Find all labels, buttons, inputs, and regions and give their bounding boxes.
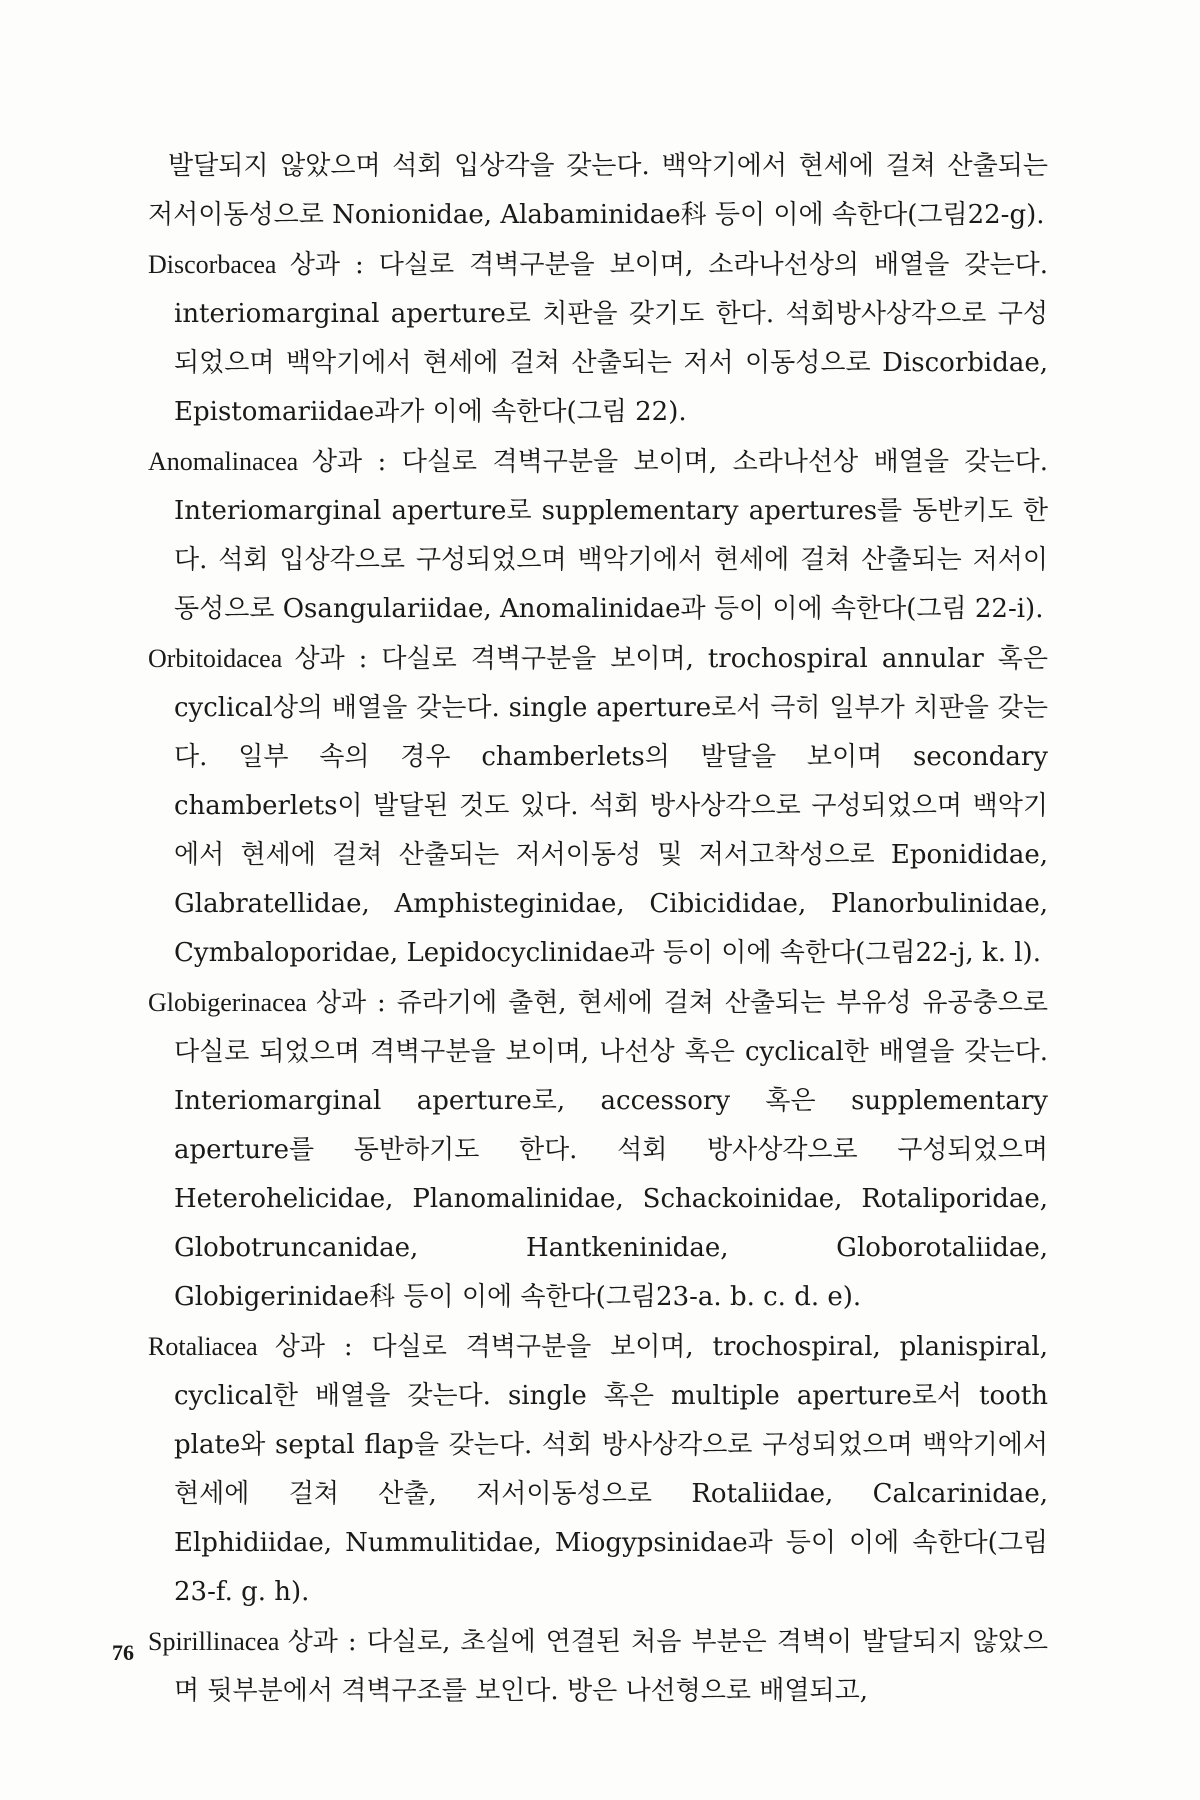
body-text (148, 142, 1048, 1716)
entry-globigerinacea (148, 978, 1048, 1322)
entry-separator: : (325, 1332, 372, 1362)
entry-text: 다실로 격벽구분을 보이며, 소라나선상 배열을 갖는다. Interiomarginal aperture로 supplementary apertures를 동반키도 한다. 석회 입상각으로 구성되었으며 백악기에서 현세에 걸쳐 산출되는 저서이동성으로 Osangulariidae, Anomalinidae과 등이 이에 속한다(그림 22-i). (174, 447, 1048, 624)
entry-term: Globigerinacea 상과 (148, 988, 367, 1017)
entry-term: Spirillinacea 상과 (148, 1627, 338, 1656)
entry-term: Rotaliacea 상과 (148, 1332, 326, 1361)
entry-anomalinacea (148, 437, 1048, 634)
page-number: 76 (112, 1640, 134, 1665)
entry-spirillinacea (148, 1617, 1048, 1716)
entry-separator: : (362, 447, 402, 477)
entry-rotaliacea (148, 1322, 1048, 1617)
entry-term: Discorbacea 상과 (148, 250, 340, 279)
entry-discorbacea (148, 240, 1048, 437)
entry-term: Anomalinacea 상과 (148, 447, 363, 476)
intro-paragraph: 발달되지 않았으며 석회 입상각을 갖는다. 백악기에서 현세에 걸쳐 산출되는 저서이동성으로 Nonionidae, Alabaminidae科 등이 이에 속한다(그림22-g). (148, 151, 1048, 230)
entry-separator: : (366, 988, 397, 1018)
entry-text: 쥬라기에 출현, 현세에 걸쳐 산출되는 부유성 유공충으로 다실로 되었으며 격벽구분을 보이며, 나선상 혹은 cyclical한 배열을 갖는다. Interiomarginal aperture로, accessory 혹은 supplementary aperture를 동반하기도 한다. 석회 방사상각으로 구성되었으며 Heterohelicidae, Planomalinidae, Schackoinidae, Rotaliporidae, Globotruncanidae, Hantkeninidae, Globorotaliidae, Globigerinidae科 등이 이에 속한다(그림23-a. b. c. d. e). (174, 988, 1048, 1312)
entry-separator: : (337, 1627, 367, 1657)
entry-text: 다실로, 초실에 연결된 처음 부분은 격벽이 발달되지 않았으며 뒷부분에서 격벽구조를 보인다. 방은 나선형으로 배열되고, (174, 1627, 1048, 1706)
entry-text: 다실로 격벽구분을 보이며, 소라나선상의 배열을 갖는다. interiomarginal aperture로 치판을 갖기도 한다. 석회방사상각으로 구성되었으며 백악기에서 현세에 걸쳐 산출되는 저서 이동성으로 Discorbidae, Epistomariidae과가 이에 속한다(그림 22). (174, 250, 1048, 427)
entry-term: Orbitoidacea 상과 (148, 644, 345, 673)
entry-orbitoidacea (148, 634, 1048, 978)
entry-separator: : (339, 250, 379, 280)
entry-separator: : (344, 644, 382, 674)
entry-text: 다실로 격벽구분을 보이며, trochospiral annular 혹은 cyclical상의 배열을 갖는다. single aperture로서 극히 일부가 치판을 갖는다. 일부 속의 경우 chamberlets의 발달을 보이며 secondary chamberlets이 발달된 것도 있다. 석회 방사상각으로 구성되었으며 백악기에서 현세에 걸쳐 산출되는 저서이동성 및 저서고착성으로 Eponididae, Glabratellidae, Amphisteginidae, Cibicididae, Planorbulinidae, Cymbaloporidae, Lepidocyclinidae과 등이 이에 속한다(그림22-j, k. l). (174, 644, 1048, 968)
entry-text: 다실로 격벽구분을 보이며, trochospiral, planispiral, cyclical한 배열을 갖는다. single 혹은 multiple aperture로서 tooth plate와 septal flap을 갖는다. 석회 방사상각으로 구성되었으며 백악기에서 현세에 걸쳐 산출, 저서이동성으로 Rotaliidae, Calcarinidae, Elphidiidae, Nummulitidae, Miogypsinidae과 등이 이에 속한다(그림23-f. g. h). (174, 1332, 1048, 1607)
